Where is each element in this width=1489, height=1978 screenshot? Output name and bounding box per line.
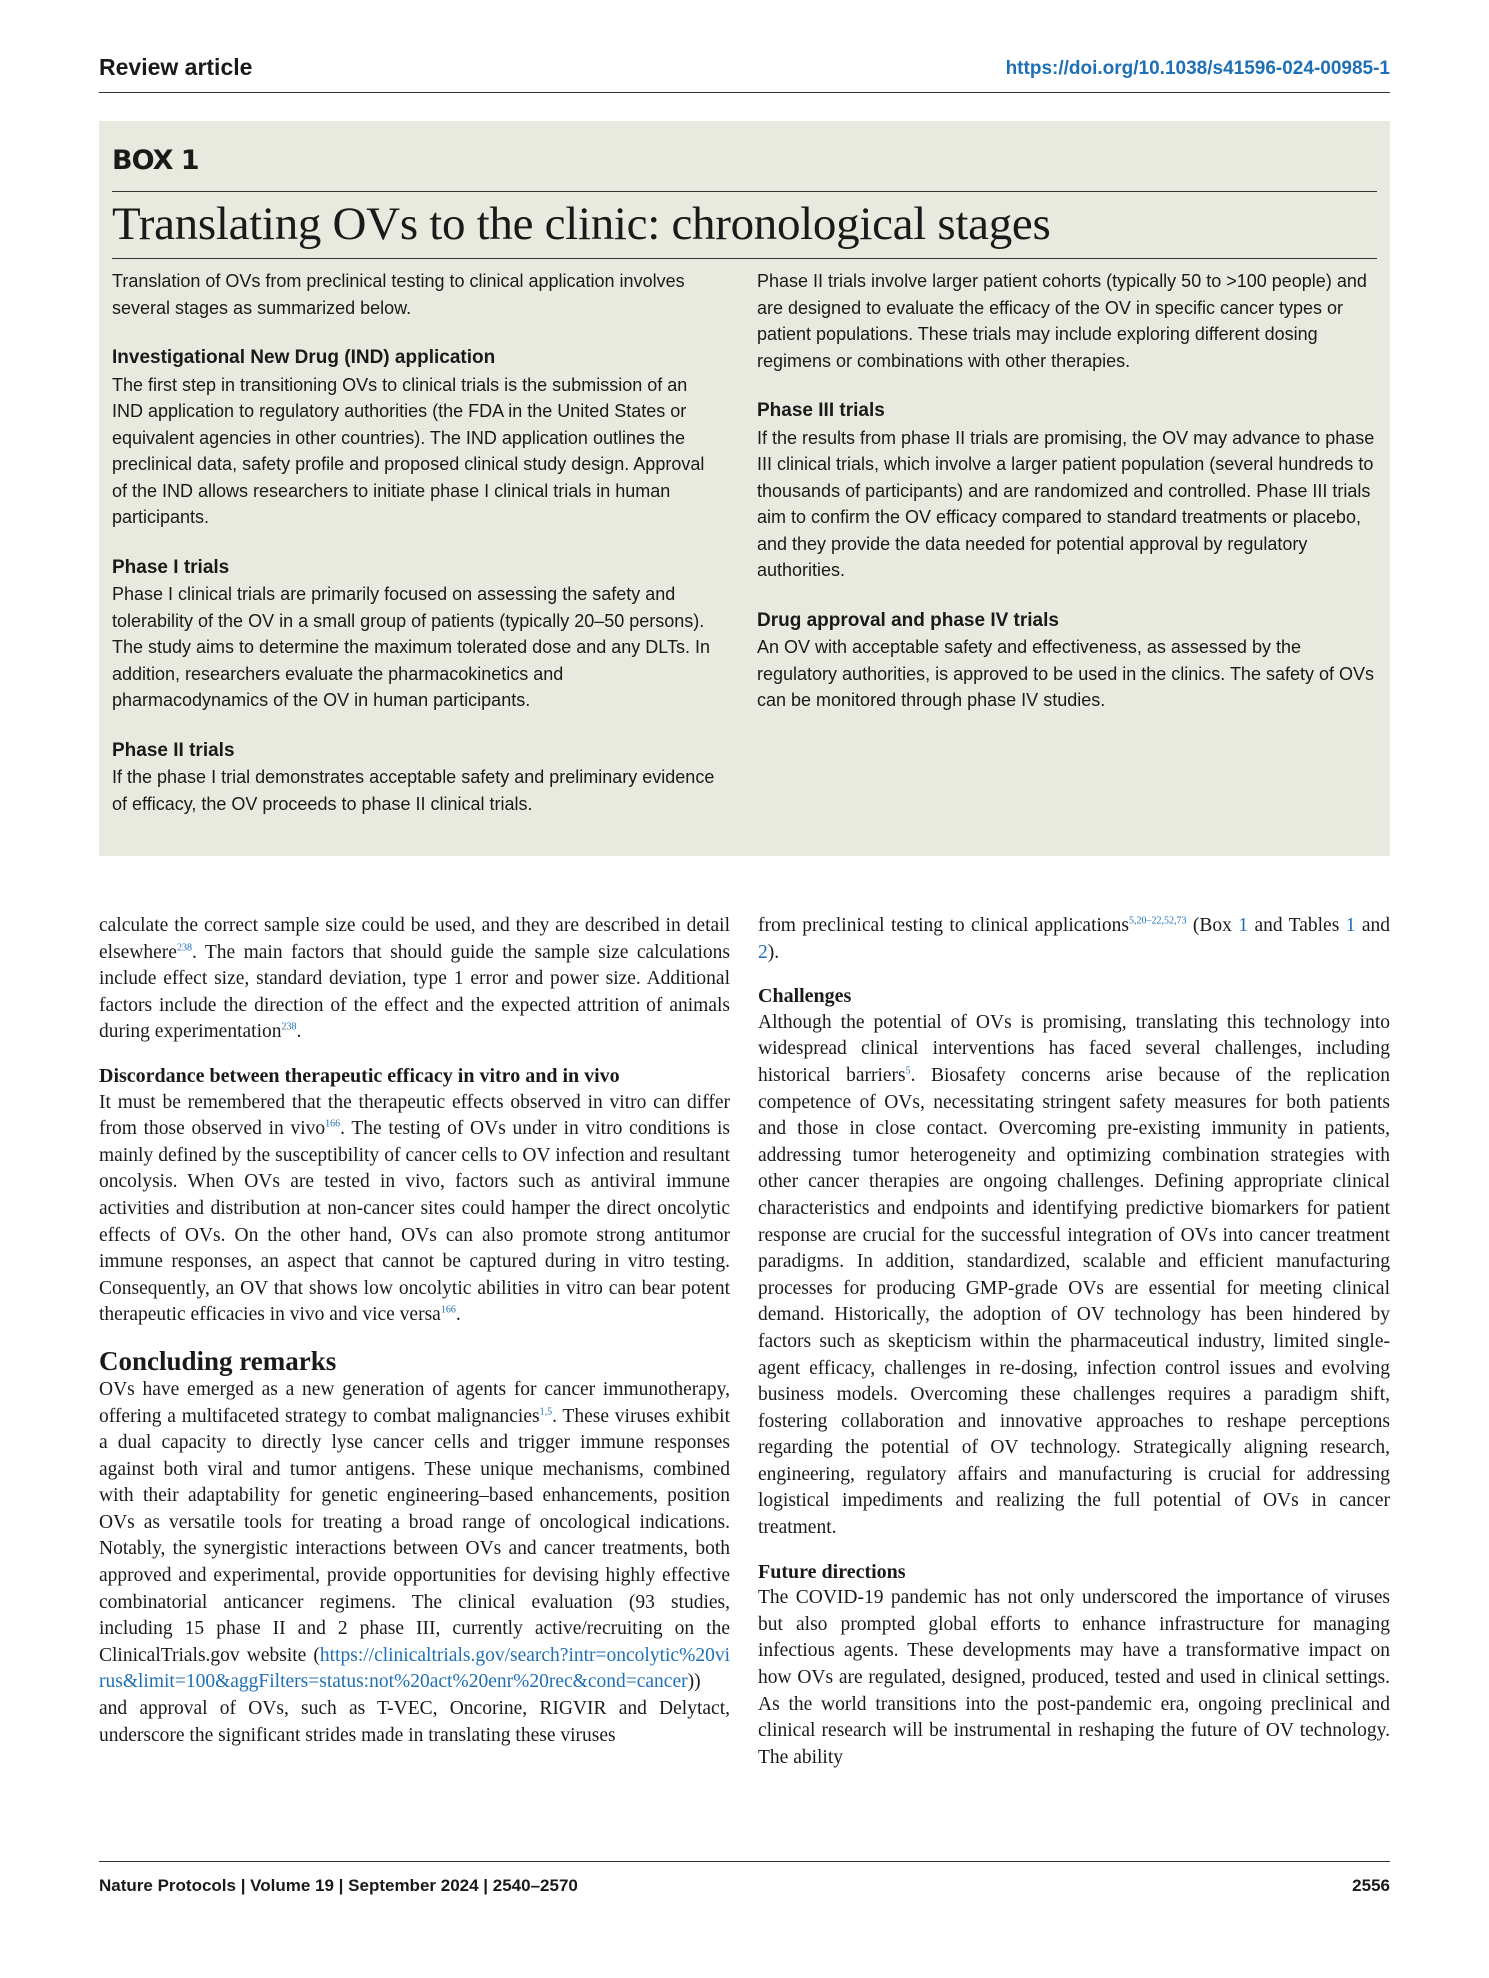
running-head (99, 54, 1390, 88)
section-heading-discordance: Discordance between therapeutic efficacy in vitro and in vivo (99, 1064, 620, 1087)
paragraph-concluding: OVs have emerged as a new generation of agents for cancer immunotherapy, offering a multifaceted strategy to combat malignancies$^{1,5}$. These viruses exhibit a dual capacity to directly lyse cancer cells and trigger immune responses against both viral and tumor antigens. These unique mechanisms, combined with their adaptability for genetic engineering–based enhancements, position OVs as versatile tools for treating a broad range of oncological indications. Notably, the synergistic interactions between OVs and cancer treatments, both approved and experimental, provide opportunities for devising highly effective combinatorial anticancer regimens. The clinical evaluation (93 studies, including 15 phase II and 2 phase III, currently active/recruiting on the ClinicalTrials.gov website (https://clinicaltrials.gov/search?intr=oncolytic%20virus&limit=100&aggFilters=status:not%20act%20enr%20rec&cond=cancer)) and approval of OVs, such as T-VEC, Oncorine, RIGVIR and Delytact, underscore the significant strides made in translating these viruses (99, 1378, 730, 1746)
box-column-left (112, 268, 717, 817)
box-text-phase2-a: If the phase I trial demonstrates acceptable safety and preliminary evidence of efficacy, the OV proceeds to phase II clinical trials. (112, 767, 715, 814)
box-text-phase4: An OV with acceptable safety and effectiveness, as assessed by the regulatory authorities, is approved to be used in the clinics. The safety of OVs can be monitored through phase IV studies. (757, 637, 1375, 710)
box-link[interactable]: 1 (1238, 915, 1249, 936)
page-footer (99, 1876, 1390, 1902)
page-number: 2556 (1352, 1876, 1390, 1895)
box-intro: Translation of OVs from preclinical testing to clinical application involves several stages as summarized below. (112, 271, 685, 318)
table-link[interactable]: 2 (758, 941, 768, 963)
citation-ref[interactable]: 166 (440, 1304, 456, 1316)
paragraph-discordance: It must be remembered that the therapeutic effects observed in vitro can differ from those observed in vivo$^{166}$. The testing of OVs under in vitro conditions is mainly defined by the susceptibility of cancer cells to OV infection and resultant oncolysis. When OVs are tested in vivo, factors such as antiviral immune activities and distribution at non-cancer sites could hamper the direct oncolytic effects of OVs. On the other hand, OVs can also promote strong antitumor immune responses, an aspect that cannot be captured during in vitro testing. Consequently, an OV that shows low oncolytic abilities in vitro can bear potent therapeutic efficacies in vivo and vice versa$^{166}$. (99, 1091, 731, 1326)
paragraph-preclinical: from preclinical testing to clinical applications$^{5,20-22,52,73}$ (Box 1 and Tables 1 and 2). (758, 915, 1391, 963)
box-panel (99, 121, 1390, 856)
citation-ref[interactable]: 5,20–22,52,73 (1129, 915, 1187, 927)
clinicaltrials-link[interactable]: https://clinicaltrials.gov/search?intr=oncolytic%20virus&limit=100&aggFilters=status:not%20act%20enr%20rec&cond=cancer (99, 1644, 730, 1693)
section-heading-concluding-remarks: Concluding remarks (99, 1345, 337, 1376)
doi-link[interactable]: https://doi.org/10.1038/s41596-024-00985-1 (1005, 58, 1390, 79)
citation-ref[interactable]: 238 (176, 942, 192, 954)
box-column-right (757, 268, 1377, 714)
section-heading-future-directions: Future directions (758, 1560, 906, 1583)
box-label: BOX 1 (112, 145, 199, 176)
paragraph-future: The COVID-19 pandemic has not only underscored the importance of viruses but also prompted global efforts to enhance infrastructure for managing infectious agents. These developments may have a transformative impact on how OVs are regulated, designed, produced, tested and used in clinical settings. As the world transitions into the post-pandemic era, ongoing preclinical and clinical research will be instrumental in reshaping the future of OV technology. The ability (758, 1587, 1390, 1768)
box-heading-phase4: Drug approval and phase IV trials (757, 609, 1059, 631)
box-text-ind: The first step in transitioning OVs to clinical trials is the submission of an IND application to regulatory authorities (the FDA in the United States or equivalent agencies in other countries). The IND application outlines the preclinical data, safety profile and proposed clinical study design. Approval of the IND allows researchers to initiate phase I clinical trials in human participants. (112, 374, 705, 527)
box-heading-ind: Investigational New Drug (IND) application (112, 347, 496, 368)
section-heading-challenges: Challenges (758, 985, 852, 1008)
box-text-phase3: If the results from phase II trials are promising, the OV may advance to phase III clinical trials, which involve a larger patient population (several hundreds to thousands of participants) and are randomized and controlled. Phase III trials aim to confirm the OV efficacy compared to standard treatments or placebo, and they provide the data needed for potential approval by regulatory authorities. (757, 427, 1375, 580)
citation-ref[interactable]: 5 (905, 1065, 911, 1077)
citation-ref[interactable]: 238 (281, 1021, 297, 1033)
box-title-rule-bottom (112, 258, 1377, 259)
box-text-phase1: Phase I clinical trials are primarily focused on assessing the safety and tolerability of the OV in a small group of patients (typically 20–50 persons). The study aims to determine the maximum tolerated dose and any DLTs. In addition, researchers evaluate the pharmacokinetics and pharmacodynamics of the OV in human participants. (112, 584, 710, 710)
box-text-phase2-b: Phase II trials involve larger patient cohorts (typically 50 to >100 people) and are designed to evaluate the efficacy of the OV in specific cancer types or patient populations. These trials may include exploring different dosing regimens or combinations with other therapies. (757, 271, 1367, 371)
box-heading-phase2: Phase II trials (112, 739, 235, 761)
box-title: Translating OVs to the clinic: chronological stages (112, 198, 1051, 250)
main-column-left (99, 913, 730, 1749)
box-heading-phase3: Phase III trials (757, 400, 885, 421)
paragraph-challenges: Although the potential of OVs is promising, translating this technology into widespread clinical interventions has faced several challenges, including historical barriers$^5$. Biosafety concerns arise because of the replication competence of OVs, necessitating stringent safety measures for both patients and those in close contact. Overcoming pre-existing immunity in patients, addressing tumor heterogeneity and optimizing combination strategies with other cancer therapies are ongoing challenges. Defining appropriate clinical characteristics and endpoints and identifying predictive biomarkers for patient response are crucial for the successful integration of OVs into cancer treatment paradigms. In addition, standardized, scalable and efficient manufacturing processes for producing GMP-grade OVs are essential for meeting clinical demand. Historically, the adoption of OV technology has been hindered by factors such as skepticism within the pharmaceutical industry, limited single-agent efficacy, challenges in re-dosing, infection control issues and evolving business models. Overcoming these challenges requires a paradigm shift, fostering collaboration and innovative approaches to reshape perceptions regarding the potential of OV technology. Strategically aligning research, engineering, regulatory affairs and manufacturing is crucial for addressing logistical impediments and realizing the full potential of OVs in cancer treatment. (758, 1011, 1390, 1539)
paragraph-sample-size: calculate the correct sample size could be used, and they are described in detail elsewhere$^{238}$. The main factors that should guide the sample size calculations include effect size, standard deviation, type 1 error and power size. Additional factors include the direction of the effect and the expected attrition of animals during experimentation$^{238}$. (99, 915, 730, 1043)
article-type-label: Review article (99, 54, 253, 80)
main-column-right (758, 913, 1390, 1771)
citation-ref[interactable]: 1,5 (539, 1406, 553, 1417)
header-divider (99, 92, 1390, 93)
journal-citation: Nature Protocols | Volume 19 | September 2024 | 2540–2570 (99, 1876, 578, 1895)
footer-divider (99, 1861, 1390, 1862)
table-link[interactable]: 1 (1345, 915, 1356, 936)
box-heading-phase1: Phase I trials (112, 556, 230, 578)
citation-ref[interactable]: 166 (325, 1118, 341, 1130)
